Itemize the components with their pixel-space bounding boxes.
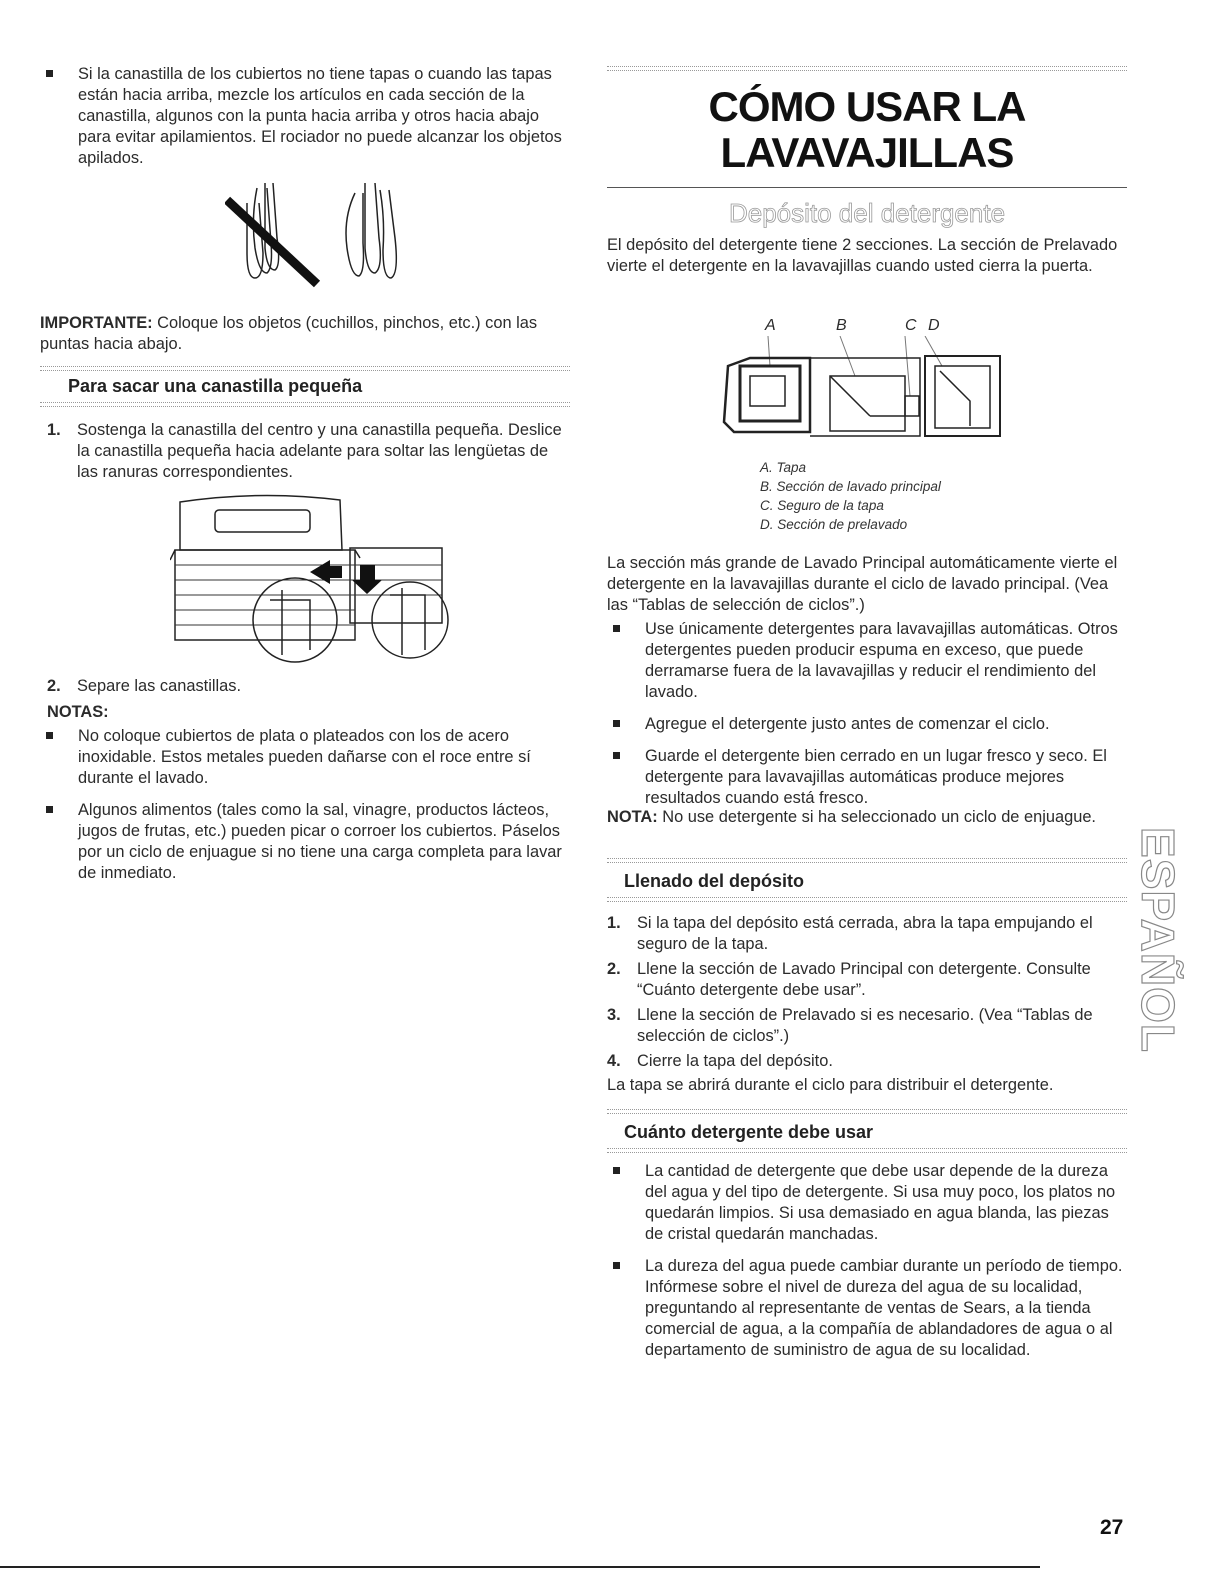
figure-label-a: A [765, 317, 776, 334]
main-wash-paragraph: La sección más grande de Lavado Principal automáticamente vierte el detergente en la lavavajillas durante el ciclo de lavado principal. (Vea las “Tablas de selección de ciclos”.) [607, 554, 1118, 614]
amount-bullet-list [607, 1161, 1127, 1361]
important-text: Coloque los objetos (cuchillos, pinchos, etc.) con las puntas hacia abajo. [40, 314, 538, 353]
divider [40, 366, 570, 371]
step-text: Cierre la tapa del depósito. [637, 1052, 833, 1070]
figure-label-d: D [928, 317, 940, 334]
step-number: 1. [607, 914, 621, 932]
step-number: 3. [607, 1006, 621, 1024]
divider [607, 1148, 1127, 1153]
footer-rule [0, 1566, 1040, 1568]
prohibition-slash [227, 200, 317, 284]
divider [607, 897, 1127, 902]
list-item: Algunos alimentos (tales como la sal, vinagre, productos lácteos, jugos de frutas, etc.) pueden picar o corroer los cubiertos. Páselos por un ciclo de enjuague si no tiene una carga completa para lavar de inmediato. [40, 800, 565, 884]
step-text: Llene la sección de Prelavado si es necesario. (Vea “Tablas de selección de ciclos”.) [637, 1006, 1093, 1045]
divider [607, 66, 1127, 71]
list-item: Guarde el detergente bien cerrado en un lugar fresco y seco. El detergente para lavavajillas automáticas produce mejores resultados cuando está fresco. [607, 746, 1127, 809]
important-label: IMPORTANTE: [40, 314, 153, 332]
list-item: La cantidad de detergente que debe usar depende de la dureza del agua y del tipo de detergente. Si usa muy poco, los platos no quedarán limpios. Si usa demasiado en agua blanda, las piezas de cristal quedarán manchadas. [607, 1161, 1127, 1245]
divider [40, 402, 570, 407]
nota-text: No use detergente si ha seleccionado un ciclo de enjuague. [657, 808, 1096, 826]
basket-illustration [170, 490, 455, 670]
page-title [607, 84, 1127, 176]
figure-label-c: C [905, 317, 917, 334]
page-title-line-1: CÓMO USAR LA [708, 83, 1026, 130]
remove-steps-list-1 [47, 420, 562, 483]
caption-d: D. Sección de prelavado [760, 517, 908, 532]
cutlery-illustration [225, 178, 405, 288]
figure-label-b: B [836, 317, 847, 334]
step-text: Sostenga la canastilla del centro y una canastilla pequeña. Deslice la canastilla pequeña hacia adelante para soltar las lengüetas de las ranuras correspondientes. [77, 421, 562, 481]
divider [607, 1109, 1127, 1114]
fill-steps-list [607, 913, 1127, 1072]
remove-basket-heading: Para sacar una canastilla pequeña [68, 376, 363, 396]
page-title-line-2: LAVAVAJILLAS [720, 129, 1014, 176]
divider [607, 858, 1127, 863]
list-item: La dureza del agua puede cambiar durante un período de tiempo. Infórmese sobre el nivel de dureza del agua de su localidad, preguntando al representante de ventas de Sears, a la tienda comercial de agua, a la compañía de ablandadores de agua o al departamento de suministro de agua de su localidad. [607, 1256, 1127, 1361]
step-text: Si la tapa del depósito está cerrada, abra la tapa empujando el seguro de la tapa. [637, 914, 1093, 953]
step-number: 4. [607, 1052, 621, 1070]
detergent-bullet-list [607, 619, 1127, 809]
list-item: Si la canastilla de los cubiertos no tiene tapas o cuando las tapas están hacia arriba, mezcle los artículos en cada sección de la canastilla, algunos con la punta hacia arriba y otros hacia abajo para evitar apilamientos. El rociador no puede alcanzar los objetos apilados. [40, 64, 565, 169]
language-side-tab [1128, 820, 1188, 1060]
list-item: No coloque cubiertos de plata o plateados con los de acero inoxidable. Estos metales pueden dañarse con el roce entre sí durante el lavado. [40, 726, 565, 789]
caption-b: B. Sección de lavado principal [760, 479, 941, 494]
page-number: 27 [1100, 1516, 1124, 1539]
nota [607, 807, 1127, 828]
step-text: Separe las canastillas. [77, 677, 241, 695]
language-side-tab-text: ESPAÑOL [1132, 827, 1184, 1053]
step-number: 2. [607, 960, 621, 978]
list-item [47, 420, 562, 483]
intro-bullet-list [40, 64, 565, 169]
list-item [607, 1051, 1127, 1072]
step-number: 2. [47, 677, 61, 695]
notes-list [40, 726, 565, 884]
notes-heading: NOTAS: [47, 703, 109, 721]
remove-steps-list-2 [47, 676, 562, 697]
step-text: Llene la sección de Lavado Principal con detergente. Consulte “Cuánto detergente debe usar”. [637, 960, 1091, 999]
list-item [607, 913, 1127, 955]
fill-heading: Llenado del depósito [624, 871, 805, 891]
caption-c: C. Seguro de la tapa [760, 498, 884, 513]
list-item [47, 676, 562, 697]
list-item [607, 1005, 1127, 1047]
amount-heading: Cuánto detergente debe usar [624, 1122, 874, 1142]
dispenser-illustration [720, 336, 1015, 446]
list-item [607, 959, 1127, 1001]
list-item: Use únicamente detergentes para lavavajillas automáticas. Otros detergentes pueden producir espuma en exceso, que puede derramarse fuera de la lavavajillas y reducir el rendimiento del lavado. [607, 619, 1127, 703]
nota-label: NOTA: [607, 808, 658, 826]
title-rule [607, 187, 1127, 188]
dispenser-intro: El depósito del detergente tiene 2 secciones. La sección de Prelavado vierte el detergente en la lavavajillas cuando usted cierra la puerta. [607, 236, 1118, 275]
fill-after-text: La tapa se abrirá durante el ciclo para distribuir el detergente. [607, 1076, 1054, 1094]
caption-a: A. Tapa [760, 460, 807, 475]
step-number: 1. [47, 421, 61, 439]
list-item: Agregue el detergente justo antes de comenzar el ciclo. [607, 714, 1127, 735]
important-note [40, 313, 570, 355]
dispenser-section-heading: Depósito del detergente [728, 198, 1006, 228]
